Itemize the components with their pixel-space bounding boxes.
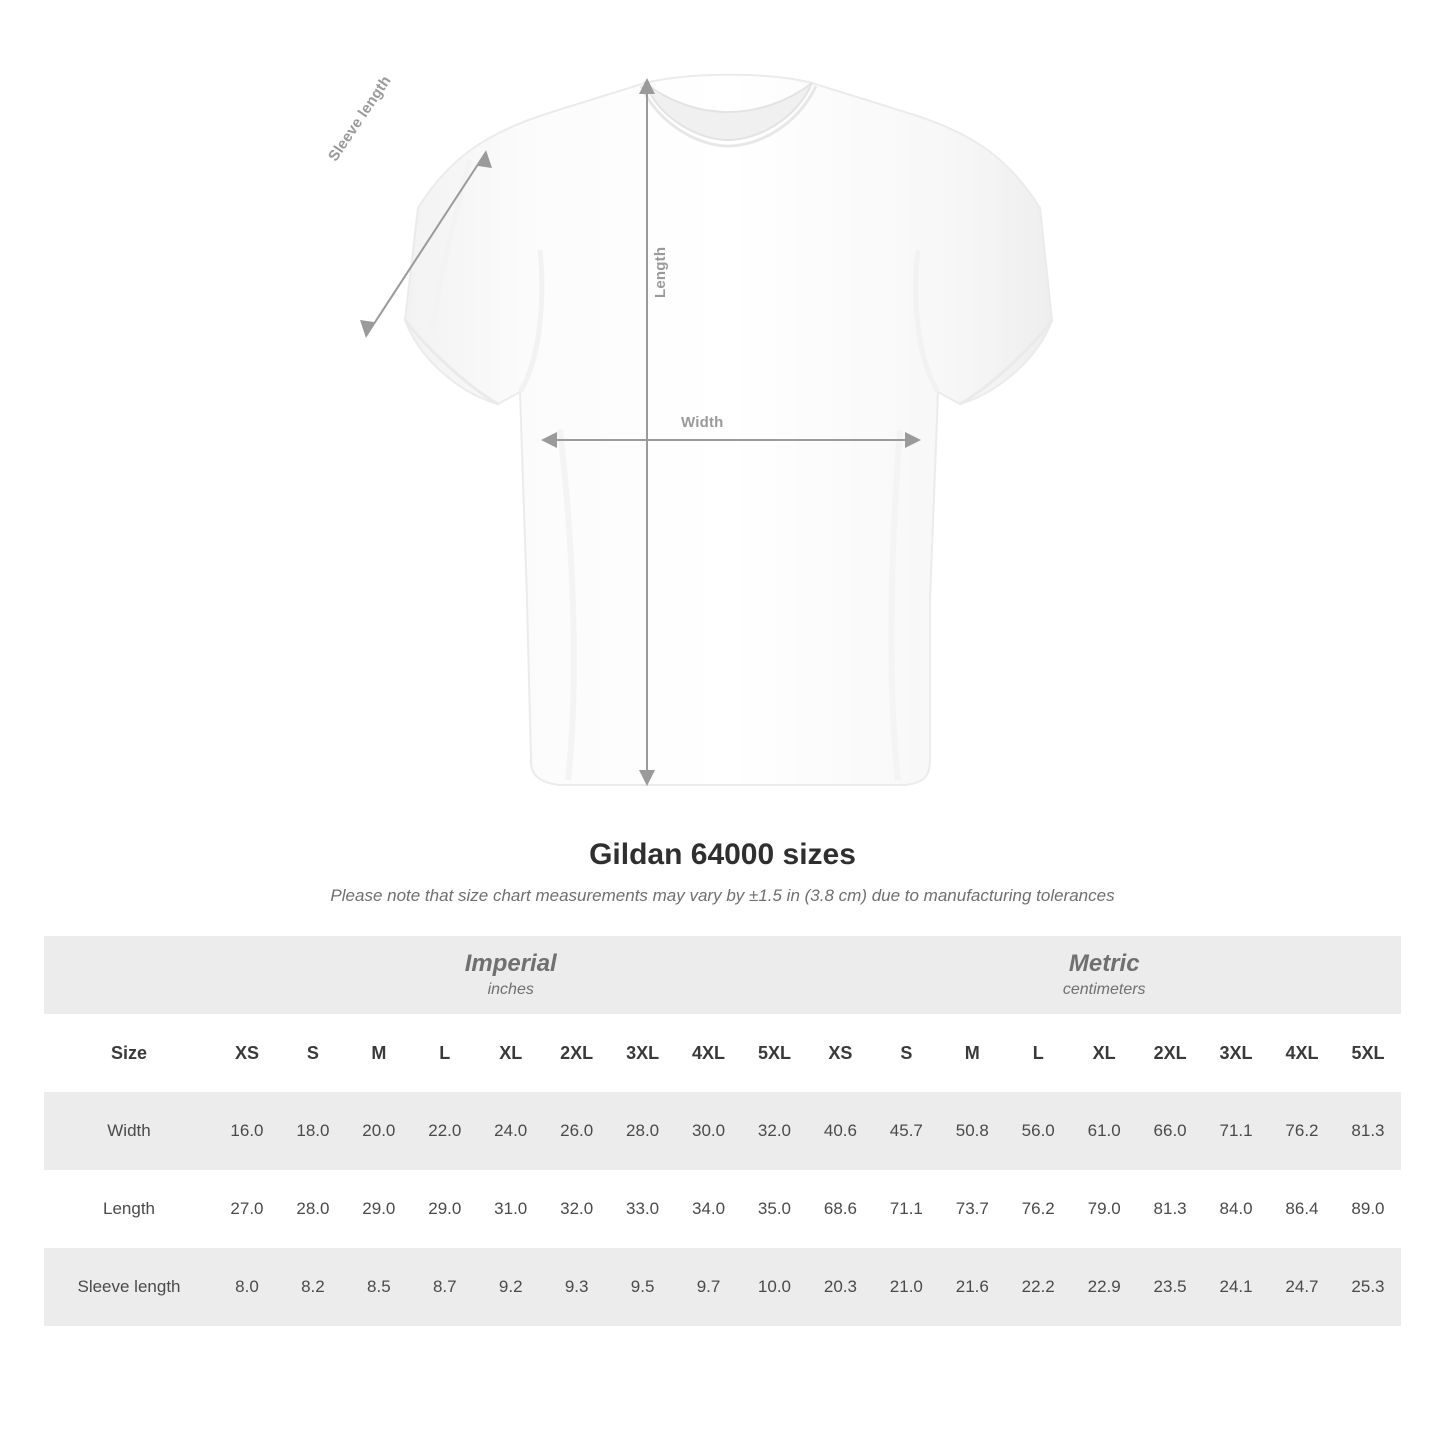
table-row <box>44 1092 1401 1170</box>
cell-width-15: 71.1 <box>1203 1092 1269 1170</box>
cell-width-12: 56.0 <box>1005 1092 1071 1170</box>
size-col-xl-met: XL <box>1071 1014 1137 1092</box>
size-table-wrapper <box>44 936 1401 1326</box>
size-col-xs-imp: XS <box>214 1014 280 1092</box>
size-col-3xl-imp: 3XL <box>610 1014 676 1092</box>
cell-length-17: 89.0 <box>1335 1170 1401 1248</box>
cell-width-4: 24.0 <box>478 1092 544 1170</box>
size-col-2xl-imp: 2XL <box>544 1014 610 1092</box>
cell-sleeve-13: 22.9 <box>1071 1248 1137 1326</box>
cell-width-14: 66.0 <box>1137 1092 1203 1170</box>
cell-sleeve-1: 8.2 <box>280 1248 346 1326</box>
cell-sleeve-9: 20.3 <box>807 1248 873 1326</box>
cell-length-16: 86.4 <box>1269 1170 1335 1248</box>
sleeve-length-label: Sleeve length <box>325 72 395 165</box>
cell-length-2: 29.0 <box>346 1170 412 1248</box>
cell-length-1: 28.0 <box>280 1170 346 1248</box>
cell-sleeve-8: 10.0 <box>742 1248 808 1326</box>
cell-length-4: 31.0 <box>478 1170 544 1248</box>
row-label-width: Width <box>44 1092 214 1170</box>
cell-length-10: 71.1 <box>873 1170 939 1248</box>
cell-width-11: 50.8 <box>939 1092 1005 1170</box>
cell-width-13: 61.0 <box>1071 1092 1137 1170</box>
size-col-l-met: L <box>1005 1014 1071 1092</box>
width-label: Width <box>681 414 724 431</box>
unit-imperial-sub: inches <box>487 980 534 998</box>
unit-metric-sub: centimeters <box>1062 980 1146 998</box>
cell-sleeve-15: 24.1 <box>1203 1248 1269 1326</box>
size-header-row <box>44 1014 1401 1092</box>
cell-sleeve-12: 22.2 <box>1005 1248 1071 1326</box>
cell-sleeve-11: 21.6 <box>939 1248 1005 1326</box>
size-col-xl-imp: XL <box>478 1014 544 1092</box>
cell-sleeve-0: 8.0 <box>214 1248 280 1326</box>
cell-sleeve-6: 9.5 <box>610 1248 676 1326</box>
cell-length-3: 29.0 <box>412 1170 478 1248</box>
cell-length-14: 81.3 <box>1137 1170 1203 1248</box>
size-col-4xl-imp: 4XL <box>676 1014 742 1092</box>
tolerance-note: Please note that size chart measurements may vary by ±1.5 in (3.8 cm) due to manufacturing tolerances <box>330 886 1115 905</box>
unit-header-blank <box>44 936 214 1014</box>
cell-width-16: 76.2 <box>1269 1092 1335 1170</box>
cell-width-10: 45.7 <box>873 1092 939 1170</box>
cell-sleeve-3: 8.7 <box>412 1248 478 1326</box>
cell-length-15: 84.0 <box>1203 1170 1269 1248</box>
cell-width-3: 22.0 <box>412 1092 478 1170</box>
unit-metric-name: Metric <box>1068 949 1140 977</box>
size-col-2xl-met: 2XL <box>1137 1014 1203 1092</box>
cell-width-5: 26.0 <box>544 1092 610 1170</box>
cell-width-2: 20.0 <box>346 1092 412 1170</box>
size-col-l-imp: L <box>412 1014 478 1092</box>
unit-imperial-name: Imperial <box>464 949 557 977</box>
size-col-5xl-imp: 5XL <box>742 1014 808 1092</box>
page-title: Gildan 64000 sizes <box>589 838 856 871</box>
table-row <box>44 1170 1401 1248</box>
unit-header-metric <box>807 936 1401 1014</box>
cell-width-6: 28.0 <box>610 1092 676 1170</box>
row-label-sleeve-length: Sleeve length <box>44 1248 214 1326</box>
cell-length-5: 32.0 <box>544 1170 610 1248</box>
cell-length-11: 73.7 <box>939 1170 1005 1248</box>
cell-length-8: 35.0 <box>742 1170 808 1248</box>
size-table <box>44 936 1401 1326</box>
cell-length-7: 34.0 <box>676 1170 742 1248</box>
size-col-s-imp: S <box>280 1014 346 1092</box>
size-col-m-met: M <box>939 1014 1005 1092</box>
cell-length-6: 33.0 <box>610 1170 676 1248</box>
cell-length-0: 27.0 <box>214 1170 280 1248</box>
cell-width-1: 18.0 <box>280 1092 346 1170</box>
cell-sleeve-2: 8.5 <box>346 1248 412 1326</box>
size-col-xs-met: XS <box>807 1014 873 1092</box>
cell-width-8: 32.0 <box>742 1092 808 1170</box>
title-block <box>0 838 1445 906</box>
size-col-s-met: S <box>873 1014 939 1092</box>
cell-sleeve-14: 23.5 <box>1137 1248 1203 1326</box>
size-col-4xl-met: 4XL <box>1269 1014 1335 1092</box>
cell-sleeve-7: 9.7 <box>676 1248 742 1326</box>
row-label-size: Size <box>44 1014 214 1092</box>
unit-header-imperial <box>214 936 807 1014</box>
cell-width-17: 81.3 <box>1335 1092 1401 1170</box>
cell-sleeve-4: 9.2 <box>478 1248 544 1326</box>
cell-sleeve-5: 9.3 <box>544 1248 610 1326</box>
size-col-m-imp: M <box>346 1014 412 1092</box>
unit-header-row <box>44 936 1401 1014</box>
cell-width-7: 30.0 <box>676 1092 742 1170</box>
cell-sleeve-17: 25.3 <box>1335 1248 1401 1326</box>
cell-length-9: 68.6 <box>807 1170 873 1248</box>
cell-length-13: 79.0 <box>1071 1170 1137 1248</box>
size-col-3xl-met: 3XL <box>1203 1014 1269 1092</box>
cell-sleeve-16: 24.7 <box>1269 1248 1335 1326</box>
row-label-length: Length <box>44 1170 214 1248</box>
cell-sleeve-10: 21.0 <box>873 1248 939 1326</box>
cell-width-9: 40.6 <box>807 1092 873 1170</box>
cell-length-12: 76.2 <box>1005 1170 1071 1248</box>
cell-width-0: 16.0 <box>214 1092 280 1170</box>
size-col-5xl-met: 5XL <box>1335 1014 1401 1092</box>
table-row <box>44 1248 1401 1326</box>
length-label: Length <box>652 246 669 298</box>
